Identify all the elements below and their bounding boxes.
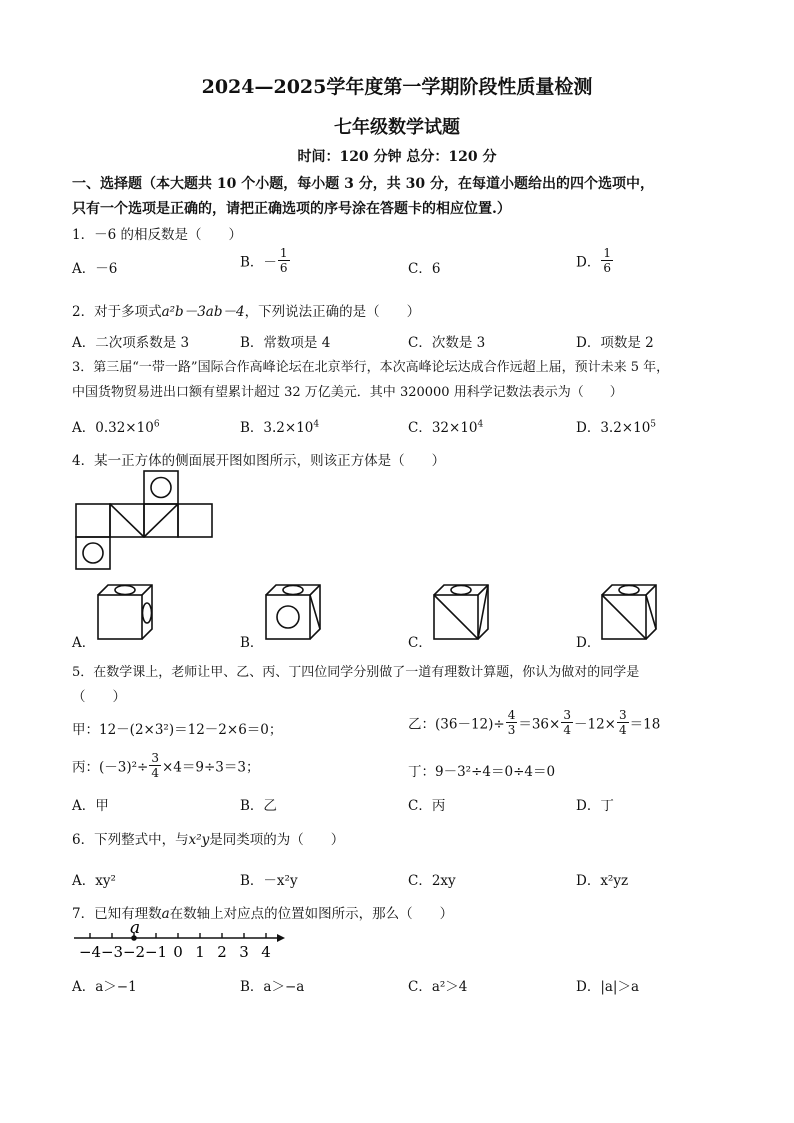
net-bottom-square bbox=[76, 537, 110, 569]
q5-option-b: B．乙 bbox=[240, 798, 277, 814]
q7-option-a: A．a＞−1 bbox=[72, 979, 137, 995]
q6-option-c: C．2xy bbox=[408, 873, 456, 889]
q5-calc-ding: 丁：9－3²÷4＝0÷4＝0 bbox=[408, 764, 556, 780]
number-line-tick-label: −1 bbox=[144, 943, 168, 961]
q2-stem-suffix: ，下列说法正确的是（ ） bbox=[244, 304, 421, 320]
q4-stem: 4．某一正方体的侧面展开图如图所示，则该正方体是（ ） bbox=[72, 453, 446, 469]
net-diagonal-1 bbox=[110, 504, 144, 537]
q6-option-b: B．－x²y bbox=[240, 873, 298, 889]
q1-option-c: C．6 bbox=[408, 261, 441, 277]
section-instructions-line2: 只有一个选项是正确的，请把正确选项的序号涂在答题卡的相应位置.） bbox=[72, 201, 511, 217]
q5-option-c: C．丙 bbox=[408, 798, 446, 814]
net-bottom-circle bbox=[83, 543, 103, 563]
q1-option-d-fraction bbox=[601, 246, 613, 275]
q3-stem-line1: 3．第三届“一带一路”国际合作高峰论坛在北京举行，本次高峰论坛达成合作远超上届，预计未来 5 年， bbox=[72, 360, 670, 375]
number-line-tick-label: 0 bbox=[173, 943, 183, 961]
cube-net-figure bbox=[74, 470, 214, 570]
exam-title: 2024—2025学年度第一学期阶段性质量检测 bbox=[201, 76, 593, 98]
q7-option-d: D．|a|＞a bbox=[576, 979, 640, 995]
number-line-tick-label: 3 bbox=[239, 943, 249, 961]
fraction-numerator: 1 bbox=[279, 246, 288, 260]
q2-option-d: D．项数是 2 bbox=[576, 335, 654, 351]
cube-option-d bbox=[600, 582, 660, 642]
q1-option-d-prefix: D． bbox=[576, 254, 601, 271]
exam-subtitle: 七年级数学试题 bbox=[334, 117, 460, 138]
q3-option-a-base: A．0.32×10 bbox=[72, 420, 154, 436]
q6-stem bbox=[72, 828, 344, 848]
fraction-numerator: 4 bbox=[507, 708, 516, 722]
q5-calc-jia: 甲：12－(2×3²)＝12－2×6＝0； bbox=[72, 722, 283, 738]
fraction-denominator: 6 bbox=[603, 261, 611, 275]
exam-info: 时间：120 分钟 总分：120 分 bbox=[297, 149, 497, 165]
cube-a-side-circle bbox=[143, 603, 152, 623]
q7-stem-prefix: 7．已知有理数 bbox=[72, 906, 162, 922]
yi-part4: ＝18 bbox=[629, 716, 661, 733]
number-line-tick-label: 2 bbox=[217, 943, 227, 961]
net-square-4 bbox=[178, 504, 212, 537]
bing-part1: 丙：(－3)²÷ bbox=[72, 759, 149, 776]
fraction-numerator: 1 bbox=[603, 246, 611, 260]
q3-option-d-base: D．3.2×10 bbox=[576, 420, 651, 436]
yi-part1: 乙：(36－12)÷ bbox=[408, 716, 505, 733]
q2-stem bbox=[72, 300, 420, 320]
fraction-denominator: 4 bbox=[151, 766, 159, 780]
q6-stem-prefix: 6．下列整式中，与 bbox=[72, 832, 189, 848]
q4-option-a: A． bbox=[72, 635, 96, 651]
q4-option-c: C． bbox=[408, 635, 432, 651]
fraction-denominator: 4 bbox=[563, 723, 571, 737]
q1-stem: 1．－6 的相反数是（ ） bbox=[72, 227, 242, 243]
cube-option-b bbox=[264, 582, 324, 642]
q5-calc-bing bbox=[72, 751, 259, 780]
yi-fraction-1 bbox=[506, 708, 518, 737]
number-line-tick-label: −3 bbox=[100, 943, 124, 961]
q3-option-a-exponent: 6 bbox=[153, 419, 160, 430]
q5-option-d: D．丁 bbox=[576, 798, 614, 814]
cube-a-top-circle bbox=[115, 586, 135, 595]
cube-b-front-circle bbox=[277, 606, 299, 628]
q4-option-b: B． bbox=[240, 635, 264, 651]
bing-fraction bbox=[149, 751, 161, 780]
q6-stem-suffix: 是同类项的为（ ） bbox=[209, 832, 345, 848]
q3-option-d bbox=[576, 416, 656, 436]
q7-stem-suffix: 在数轴上对应点的位置如图所示，那么（ ） bbox=[169, 906, 454, 922]
q2-option-a: A．二次项系数是 3 bbox=[72, 335, 190, 351]
number-line-arrow bbox=[277, 934, 285, 942]
q6-option-a: A．xy² bbox=[72, 873, 116, 889]
q1-option-a: A．－6 bbox=[72, 261, 118, 277]
q6-monomial: x²y bbox=[188, 832, 210, 848]
number-line-figure bbox=[72, 918, 287, 966]
q4-option-d: D． bbox=[576, 635, 601, 651]
q1-option-b-prefix: B．－ bbox=[240, 254, 277, 271]
fraction-numerator: 3 bbox=[563, 708, 571, 722]
fraction-denominator: 3 bbox=[507, 723, 516, 737]
q3-option-b bbox=[240, 416, 319, 436]
net-top-circle bbox=[151, 478, 171, 498]
bing-part2: ×4＝9÷3＝3； bbox=[162, 759, 260, 776]
q5-option-a: A．甲 bbox=[72, 798, 109, 814]
q7-option-c: C．a²＞4 bbox=[408, 979, 468, 995]
number-line-tick-label: −4 bbox=[78, 943, 102, 961]
q5-stem-line1: 5．在数学课上，老师让甲、乙、丙、丁四位同学分别做了一道有理数计算题，你认为做对的同学是 bbox=[72, 665, 640, 680]
q2-stem-prefix: 2．对于多项式 bbox=[72, 304, 162, 320]
fraction-denominator: 4 bbox=[618, 723, 627, 737]
q5-stem-line2: （ ） bbox=[72, 689, 126, 705]
q3-option-d-exponent: 5 bbox=[650, 419, 657, 430]
cube-option-c bbox=[432, 582, 492, 642]
point-a-label: a bbox=[130, 918, 141, 938]
q3-option-c bbox=[408, 416, 483, 436]
q1-option-b-fraction bbox=[278, 246, 290, 275]
q7-option-b: B．a＞−a bbox=[240, 979, 305, 995]
section-instructions-line1: 一、选择题（本大题共 10 个小题，每小题 3 分，共 30 分，在每道小题给出的四个选项中， bbox=[72, 176, 654, 192]
q6-option-d: D．x²yz bbox=[576, 873, 629, 889]
q5-calc-yi bbox=[408, 708, 660, 737]
q3-option-c-exponent: 4 bbox=[477, 419, 484, 430]
yi-fraction-3 bbox=[617, 708, 629, 737]
q3-option-b-base: B．3.2×10 bbox=[240, 420, 314, 436]
q2-option-b: B．常数项是 4 bbox=[240, 335, 331, 351]
q1-option-b bbox=[240, 246, 291, 275]
q3-option-c-base: C．32×10 bbox=[408, 420, 478, 436]
fraction-denominator: 6 bbox=[279, 261, 288, 275]
net-square-1 bbox=[76, 504, 110, 537]
q3-option-a bbox=[72, 416, 160, 436]
number-line-tick-label: −2 bbox=[122, 943, 146, 961]
fraction-numerator: 3 bbox=[618, 708, 627, 722]
number-line-tick-label: 4 bbox=[261, 943, 271, 961]
yi-fraction-2 bbox=[561, 708, 573, 737]
q7-variable: a bbox=[161, 906, 170, 922]
q3-stem-line2: 中国货物贸易进出口额有望累计超过 32 万亿美元．其中 320000 用科学记数法表示为（ ） bbox=[72, 385, 623, 400]
net-top-square bbox=[144, 471, 178, 504]
cube-option-a bbox=[96, 582, 156, 642]
net-diagonal-2 bbox=[144, 504, 178, 537]
yi-part2: ＝36× bbox=[518, 716, 561, 733]
q2-option-c: C．次数是 3 bbox=[408, 335, 486, 351]
yi-part3: －12× bbox=[573, 716, 616, 733]
q2-polynomial: a²b－3ab－4 bbox=[161, 304, 245, 320]
fraction-numerator: 3 bbox=[151, 751, 159, 765]
number-line-tick-label: 1 bbox=[195, 943, 205, 961]
q1-option-d bbox=[576, 246, 614, 275]
q3-option-b-exponent: 4 bbox=[313, 419, 320, 430]
